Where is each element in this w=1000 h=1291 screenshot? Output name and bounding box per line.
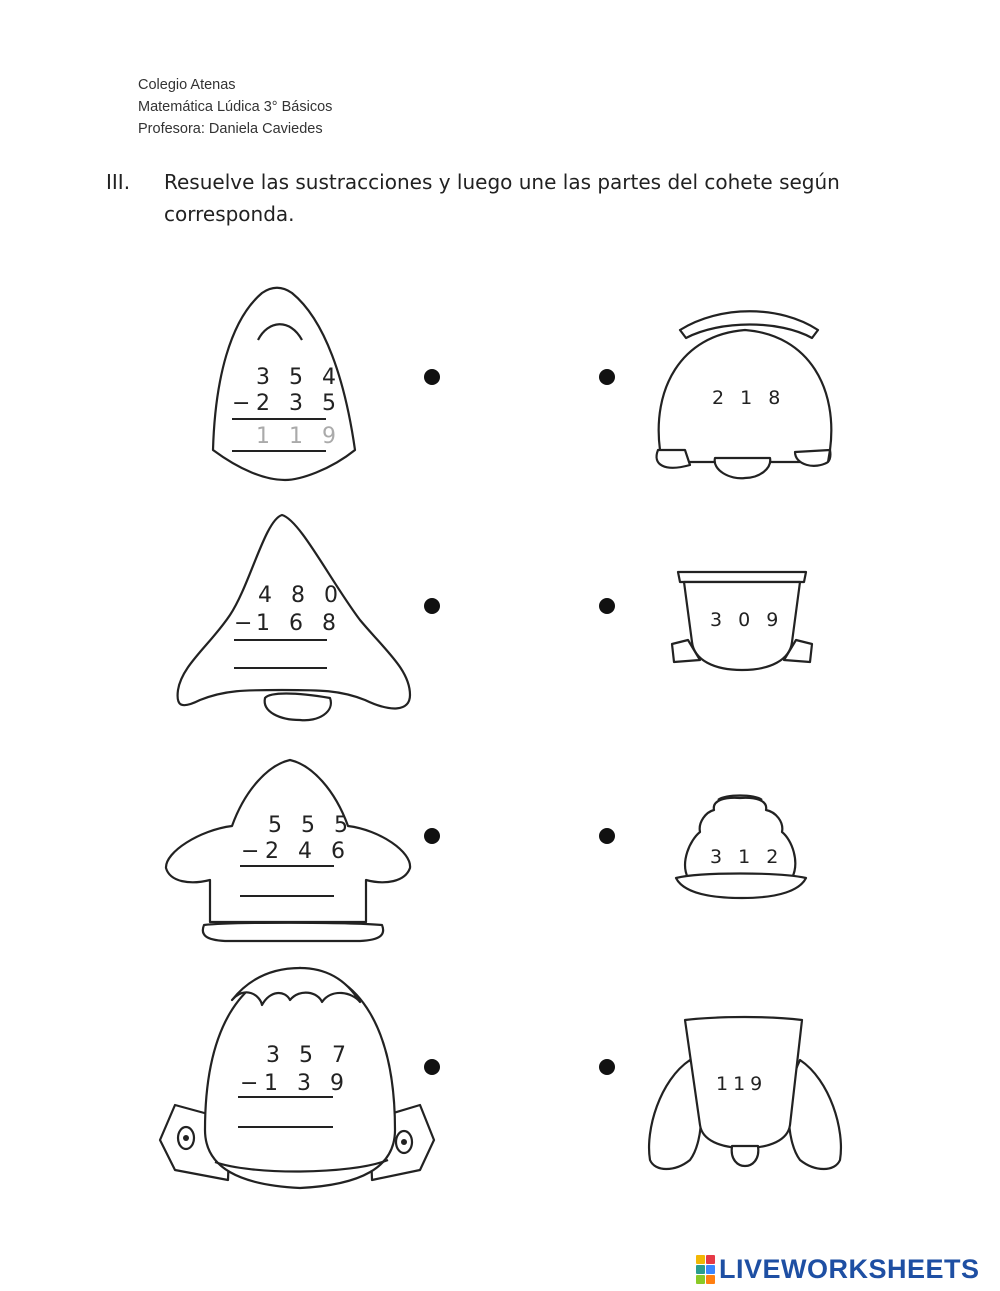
dome-right-foot bbox=[795, 450, 830, 466]
dome-left-foot bbox=[657, 450, 690, 468]
left-3-subtrahend: 2 4 6 bbox=[265, 839, 351, 864]
dome-center-foot bbox=[715, 458, 771, 478]
left-1-subtrahend: 2 3 5 bbox=[256, 391, 342, 416]
right-part-1 bbox=[657, 311, 832, 478]
subject-name: Matemática Lúdica 3° Básicos bbox=[138, 99, 333, 115]
scallop-dome-base bbox=[676, 874, 806, 899]
left-dot-3[interactable] bbox=[424, 828, 440, 844]
left-2-minuend: 4 8 0 bbox=[258, 583, 344, 608]
right-part-4 bbox=[649, 1017, 841, 1169]
right-part-2 bbox=[672, 572, 812, 670]
teacher-name: Profesora: Daniela Caviedes bbox=[138, 121, 323, 137]
bucket-rim bbox=[678, 572, 806, 582]
right-1-label: 2 1 8 bbox=[712, 387, 786, 409]
instruction-line-1: Resuelve las sustracciones y luego une las partes del cohete según bbox=[164, 170, 840, 194]
right-part-3 bbox=[676, 796, 806, 899]
right-3-label: 3 1 2 bbox=[710, 846, 784, 868]
tapered-body-nozzle bbox=[732, 1146, 759, 1166]
left-dot-1[interactable] bbox=[424, 369, 440, 385]
instruction-line-2: corresponda. bbox=[164, 202, 295, 226]
instruction-number: III. bbox=[106, 170, 131, 194]
booster-left-dot bbox=[183, 1135, 189, 1141]
left-2-minus: − bbox=[234, 611, 259, 636]
left-1-answer: 1 1 9 bbox=[256, 424, 342, 449]
left-2-subtrahend: 1 6 8 bbox=[256, 611, 342, 636]
liveworksheets-logo bbox=[696, 1254, 980, 1284]
logo-text: LIVEWORKSHEETS bbox=[719, 1253, 980, 1284]
booster-right-dot bbox=[401, 1139, 407, 1145]
left-1-minus: − bbox=[232, 391, 257, 416]
left-part-2 bbox=[178, 515, 410, 720]
left-3-minuend: 5 5 5 bbox=[268, 813, 354, 838]
left-part-3 bbox=[166, 760, 410, 941]
right-dot-4[interactable] bbox=[599, 1059, 615, 1075]
logo-cubes-icon bbox=[696, 1255, 715, 1284]
left-dot-2[interactable] bbox=[424, 598, 440, 614]
right-dot-2[interactable] bbox=[599, 598, 615, 614]
right-dot-3[interactable] bbox=[599, 828, 615, 844]
left-4-minus: − bbox=[240, 1071, 265, 1096]
school-name: Colegio Atenas bbox=[138, 77, 236, 93]
left-3-minus: − bbox=[241, 839, 266, 864]
left-1-minuend: 3 5 4 bbox=[256, 365, 342, 390]
left-4-minuend: 3 5 7 bbox=[266, 1043, 352, 1068]
body-base-ring bbox=[203, 923, 383, 941]
left-dot-4[interactable] bbox=[424, 1059, 440, 1075]
left-4-subtrahend: 1 3 9 bbox=[264, 1071, 350, 1096]
right-4-label: 119 bbox=[716, 1073, 768, 1095]
right-dot-1[interactable] bbox=[599, 369, 615, 385]
left-part-1 bbox=[213, 288, 355, 480]
right-2-label: 3 0 9 bbox=[710, 609, 784, 631]
left-part-4 bbox=[160, 968, 434, 1188]
cone-exhaust bbox=[265, 694, 331, 721]
